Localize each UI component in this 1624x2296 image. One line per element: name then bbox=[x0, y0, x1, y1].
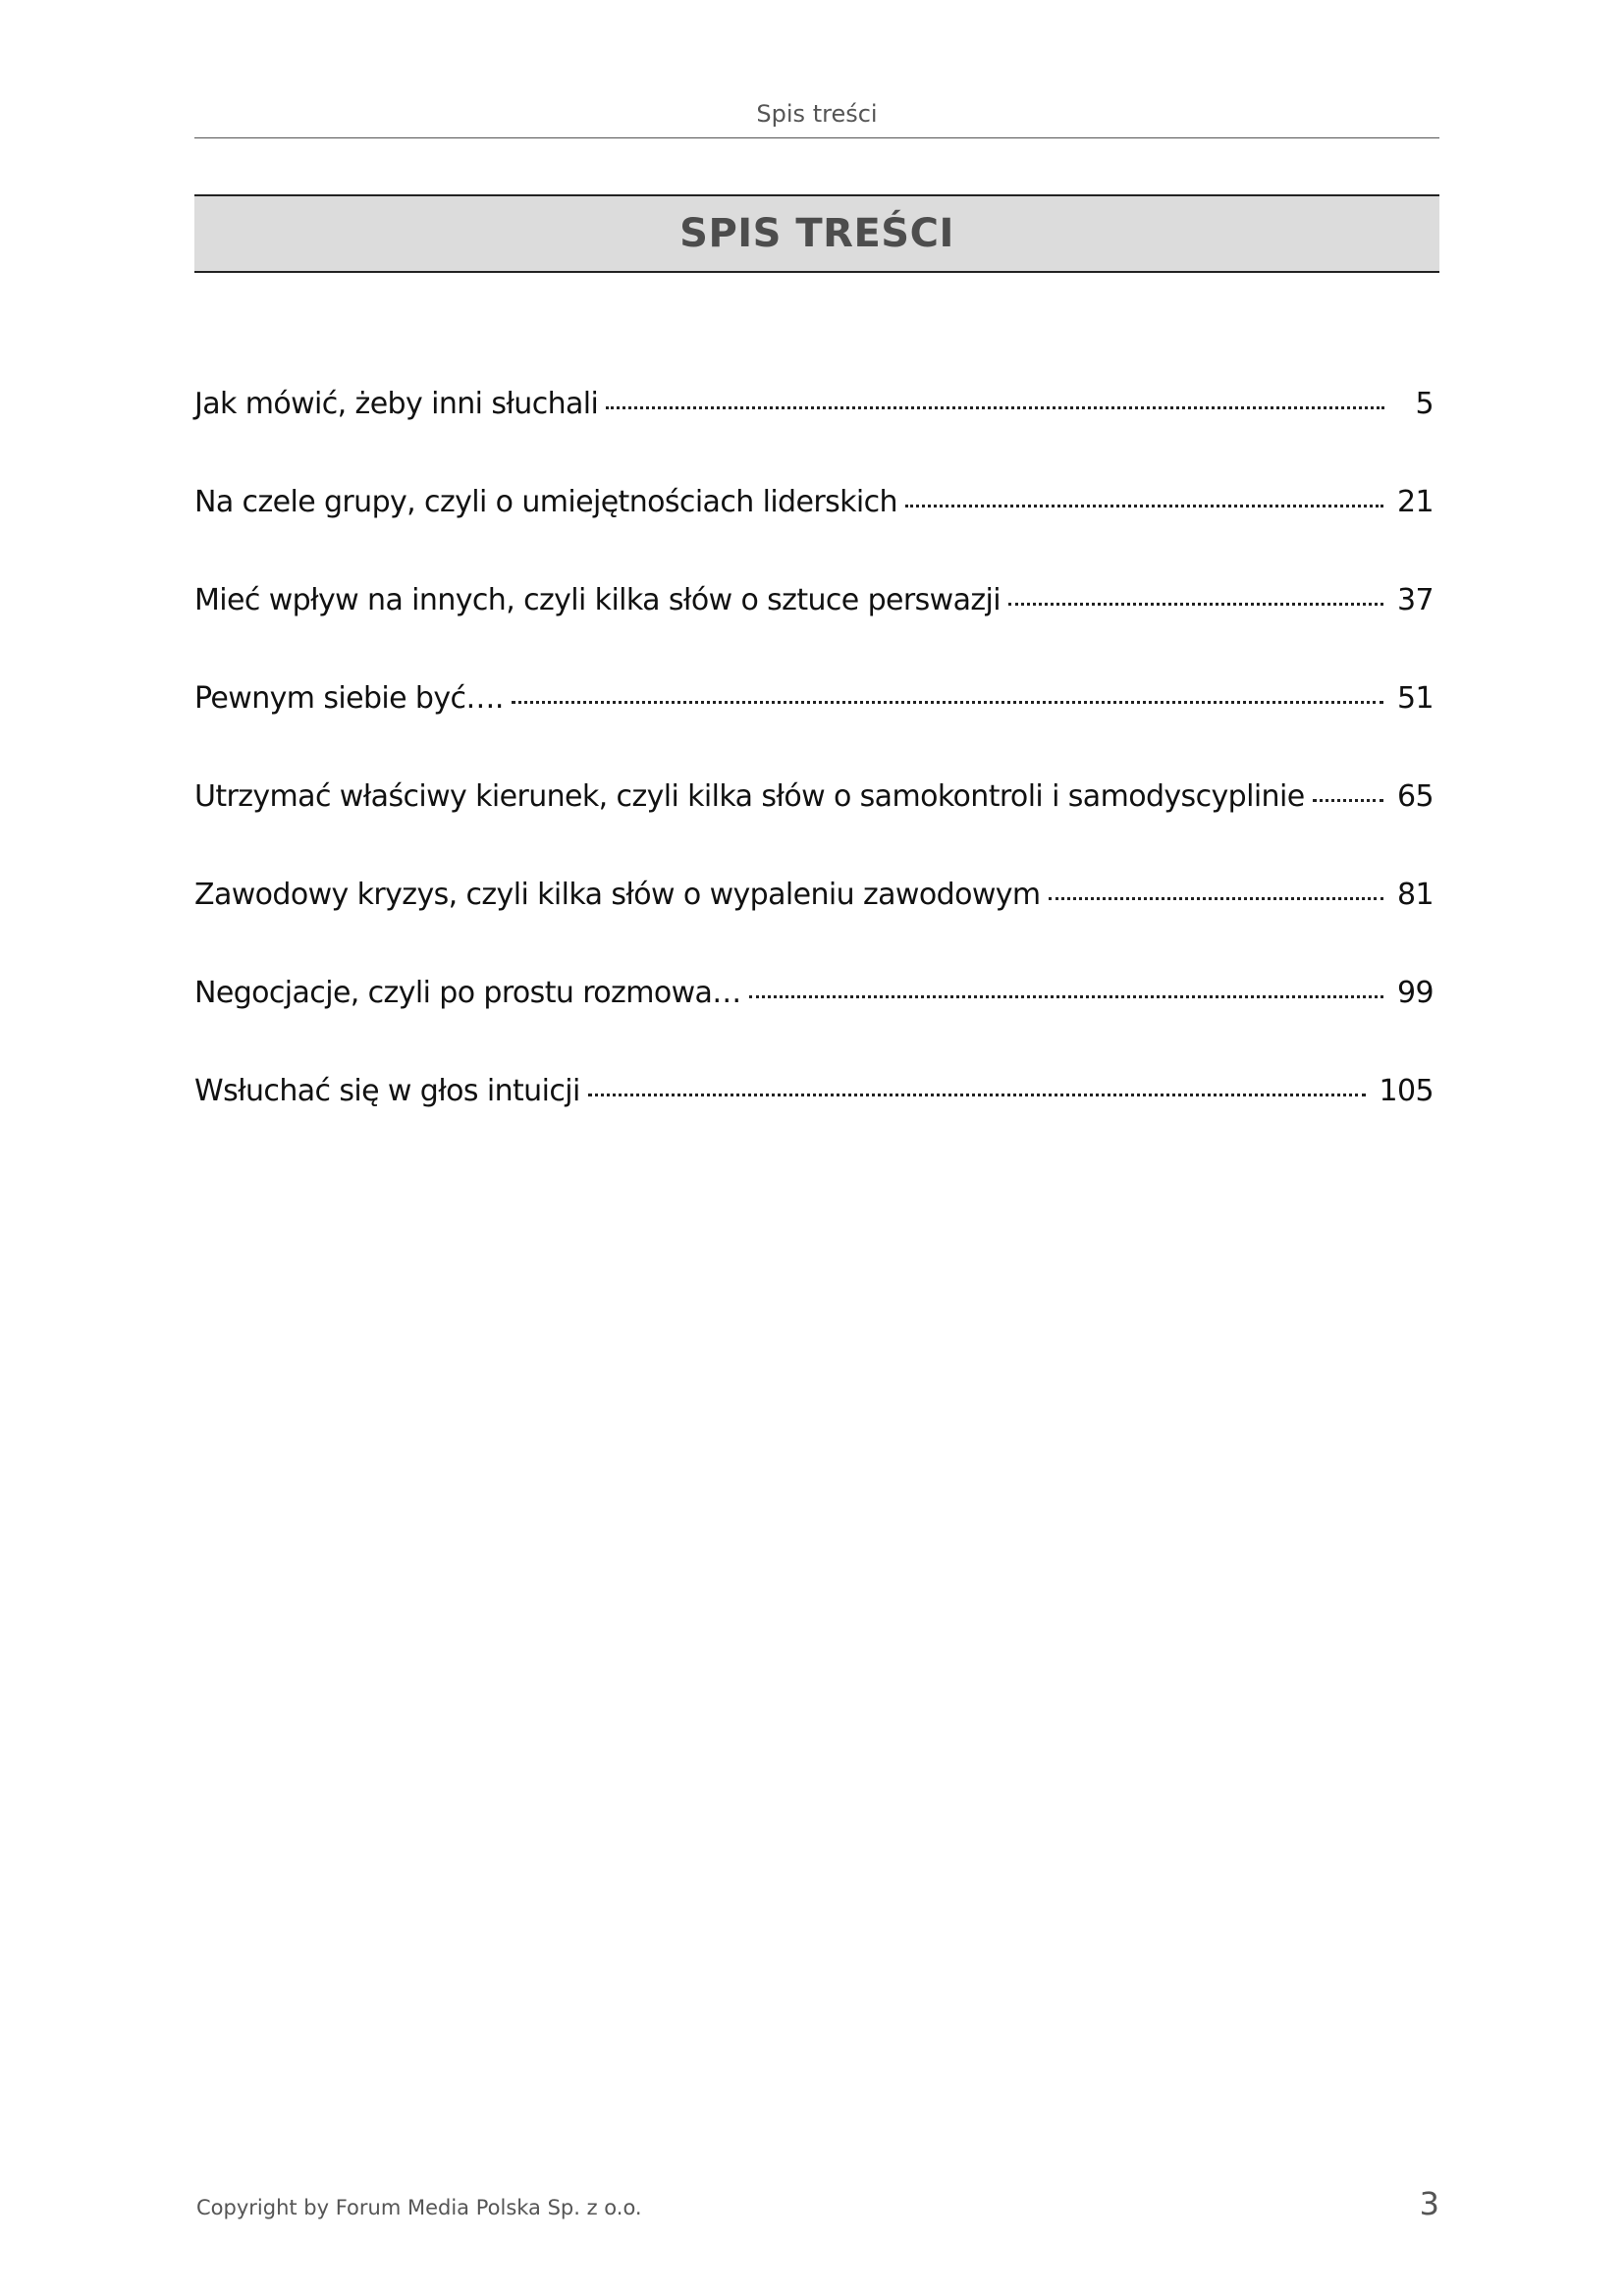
dot-leader bbox=[1313, 799, 1383, 802]
toc-entry-page: 51 bbox=[1397, 681, 1434, 716]
toc-entry-page: 5 bbox=[1415, 387, 1434, 421]
toc-entry-title: Na czele grupy, czyli o umiejętnościach liderskich bbox=[194, 485, 897, 519]
table-of-contents bbox=[194, 387, 1434, 1172]
page-title: SPIS TREŚCI bbox=[679, 211, 954, 256]
toc-entry[interactable] bbox=[194, 583, 1434, 681]
toc-entry-page: 37 bbox=[1397, 583, 1434, 617]
dot-leader bbox=[1049, 897, 1383, 900]
header-divider bbox=[194, 137, 1439, 138]
toc-entry-title: Utrzymać właściwy kierunek, czyli kilka słów o samokontroli i samodyscyplinie bbox=[194, 779, 1305, 814]
dot-leader bbox=[749, 995, 1383, 998]
toc-entry[interactable] bbox=[194, 976, 1434, 1074]
toc-entry[interactable] bbox=[194, 681, 1434, 779]
dot-leader bbox=[512, 701, 1383, 704]
toc-entry-title: Zawodowy kryzys, czyli kilka słów o wypaleniu zawodowym bbox=[194, 878, 1041, 912]
toc-entry-title: Negocjacje, czyli po prostu rozmowa… bbox=[194, 976, 741, 1010]
toc-entry-title: Pewnym siebie być…. bbox=[194, 681, 504, 716]
toc-entry-title: Wsłuchać się w głos intuicji bbox=[194, 1074, 580, 1108]
toc-entry[interactable] bbox=[194, 779, 1434, 878]
toc-entry-page: 65 bbox=[1397, 779, 1434, 814]
title-banner bbox=[194, 194, 1439, 273]
toc-entry-page: 21 bbox=[1397, 485, 1434, 519]
running-header: Spis treści bbox=[756, 100, 878, 128]
toc-entry[interactable] bbox=[194, 878, 1434, 976]
footer-copyright: Copyright by Forum Media Polska Sp. z o.o. bbox=[196, 2196, 642, 2219]
toc-entry-page: 99 bbox=[1397, 976, 1434, 1010]
toc-entry[interactable] bbox=[194, 485, 1434, 583]
toc-entry-page: 81 bbox=[1397, 878, 1434, 912]
dot-leader bbox=[588, 1094, 1366, 1096]
page-number: 3 bbox=[1419, 2185, 1439, 2222]
dot-leader bbox=[905, 505, 1383, 507]
toc-entry[interactable] bbox=[194, 387, 1434, 485]
toc-entry[interactable] bbox=[194, 1074, 1434, 1172]
toc-entry-title: Jak mówić, żeby inni słuchali bbox=[194, 387, 599, 421]
dot-leader bbox=[606, 406, 1384, 409]
toc-entry-title: Mieć wpływ na innych, czyli kilka słów o sztuce perswazji bbox=[194, 583, 1001, 617]
dot-leader bbox=[1008, 603, 1383, 606]
toc-entry-page: 105 bbox=[1379, 1074, 1434, 1108]
